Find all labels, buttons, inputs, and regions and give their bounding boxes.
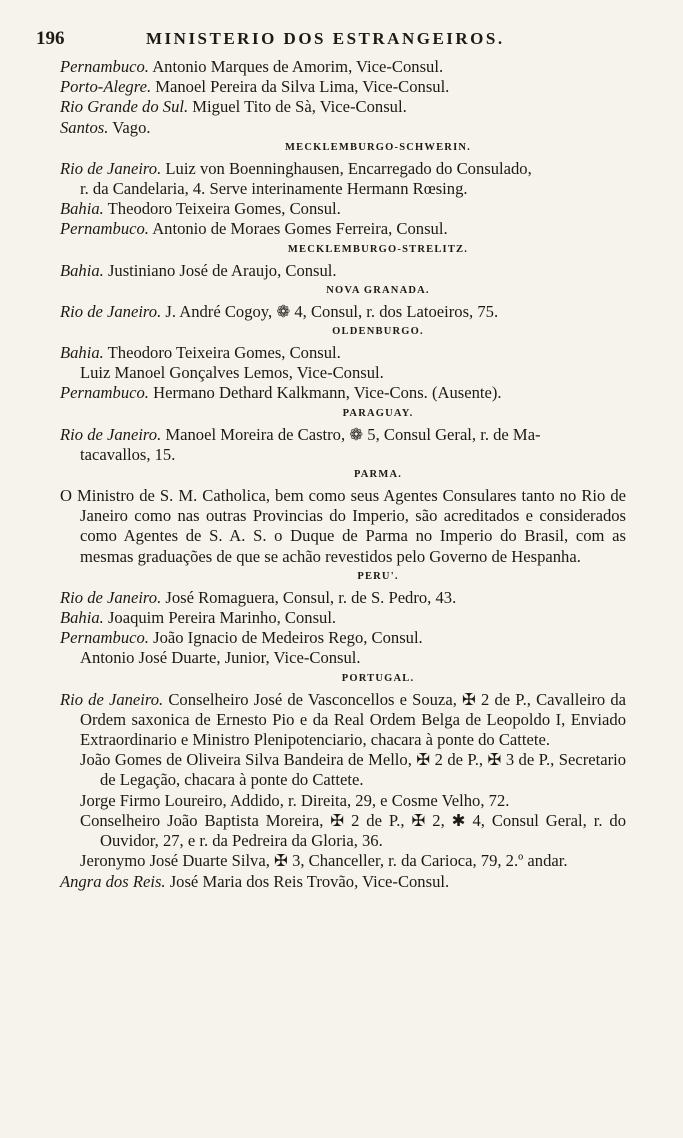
entry-text: J. André Cogoy, ❁ 4, Consul, r. dos Latoeiros, 75. [165,301,499,321]
place-name: Rio de Janeiro. [60,424,162,444]
entry-text: Hermano Dethard Kalkmann, Vice-Cons. (Ausente). [153,383,502,403]
entry-text: Theodoro Teixeira Gomes, Consul. [107,343,341,363]
place-name: Bahia. [60,199,104,219]
entry-line: Antonio José Duarte, Junior, Vice-Consul. [80,648,361,668]
entry-text: Theodoro Teixeira Gomes, Consul. [107,199,341,219]
entry-line [60,159,626,179]
entry-text: Antonio de Moraes Gomes Ferreira, Consul. [152,219,448,239]
section-heading: MECKLEMBURGO-SCHWERIN. [285,141,471,153]
entry-text: Joaquim Pereira Marinho, Consul. [107,608,337,628]
entry-text: Justiniano José de Araujo, Consul. [107,260,337,280]
entry-line [60,219,626,239]
entry-line [60,343,626,363]
entry-line [60,97,626,117]
section-heading: MECKLEMBURGO-STRELITZ. [287,243,469,255]
entry-line: r. da Candelaria, 4. Serve interinamente Hermann Rœsing. [80,179,468,199]
entry-line: tacavallos, 15. [80,444,176,464]
entry-line: Luiz Manoel Gonçalves Lemos, Vice-Consul. [80,363,384,383]
place-name: Bahia. [60,608,104,628]
place-name: Pernambuco. [60,628,149,648]
place-name: Rio de Janeiro. [60,301,162,321]
entry-line [60,588,626,608]
place-name: Pernambuco. [60,219,149,239]
entry-line [60,77,626,97]
place-name: Rio de Janeiro. [60,689,164,709]
paragraph: Jorge Firmo Loureiro, Addido, r. Direita, 29, e Cosme Velho, 72. [80,790,510,810]
entry-line [60,608,626,628]
place-name: Porto-Alegre. [60,77,152,97]
entry-text: Antonio Marques de Amorim, Vice-Consul. [152,57,444,76]
entry-text: José Maria dos Reis Trovão, Vice-Consul. [169,871,450,891]
section-heading: NOVA GRANADA. [326,284,430,296]
place-name: Pernambuco. [60,383,149,403]
place-name: Pernambuco. [60,57,149,76]
paragraph: Jeronymo José Duarte Silva, ✠ 3, Chanceller, r. da Carioca, 79, 2.º andar. [80,851,568,871]
entry-text: Conselheiro José de Vasconcellos e Souza, ✠ 2 de P., Cavalleiro da Ordem saxonica de Ernesto Pio e da Real Ordem Belga de Leopoldo I, Enviado Extraordinario e Ministro Plenipotenciario, chacara à ponte do Cattete. [80,689,626,750]
place-name: Bahia. [60,260,104,280]
section-heading: PARMA. [353,469,403,481]
paragraph [60,690,626,751]
entry-line [60,425,626,445]
paragraph: O Ministro de S. M. Catholica, bem como seus Agentes Consulares tanto no Rio de Janeiro como nas outras Provincias do Imperio, são acreditados e considerados como Agentes de S. A. S. o Duque de Parma no Imperio do Brasil, com as mesmas graduações de que se achão revestidos pelo Governo de Hespanha. [60,486,626,566]
place-name: Rio de Janeiro. [60,587,162,607]
page-number: 196 [36,28,65,49]
place-name: Rio Grande do Sul. [60,97,189,117]
place-name: Rio de Janeiro. [60,158,162,178]
place-name: Angra dos Reis. [60,871,166,891]
paragraph: Conselheiro João Baptista Moreira, ✠ 2 de P., ✠ 2, ✱ 4, Consul Geral, r. do Ouvidor, 27, e r. da Pedreira da Gloria, 36. [80,810,626,851]
entry-line [60,57,626,77]
section-heading: PARAGUAY. [342,407,414,419]
entry-line [60,872,626,892]
entry-text: Manoel Pereira da Silva Lima, Vice-Consul. [155,77,450,97]
section-heading: PORTUGAL. [341,672,415,684]
entry-line [60,302,626,322]
section-heading: PERU'. [357,570,399,582]
entry-text: Vago. [112,117,151,137]
entry-text: Manoel Moreira de Castro, ❁ 5, Consul Geral, r. de Ma- [165,424,541,444]
entry-line [60,199,626,219]
entry-line [60,118,626,138]
entry-line [60,261,626,281]
place-name: Bahia. [60,343,104,363]
paragraph: João Gomes de Oliveira Silva Bandeira de Mello, ✠ 2 de P., ✠ 3 de P., Secretario de Legação, chacara à ponte do Cattete. [80,750,626,790]
entry-line [60,628,626,648]
running-title: MINISTERIO DOS ESTRANGEIROS. [146,29,505,48]
entry-line [60,383,626,403]
entry-text: Luiz von Boenninghausen, Encarregado do Consulado, [165,158,532,178]
section-heading: OLDENBURGO. [332,326,424,338]
entry-text: Miguel Tito de Sà, Vice-Consul. [192,97,407,117]
entry-text: João Ignacio de Medeiros Rego, Consul. [153,628,423,648]
running-header [36,28,636,58]
entry-text: José Romaguera, Consul, r. de S. Pedro, 43. [165,587,457,607]
place-name: Santos. [60,117,109,137]
page-body [60,57,626,892]
